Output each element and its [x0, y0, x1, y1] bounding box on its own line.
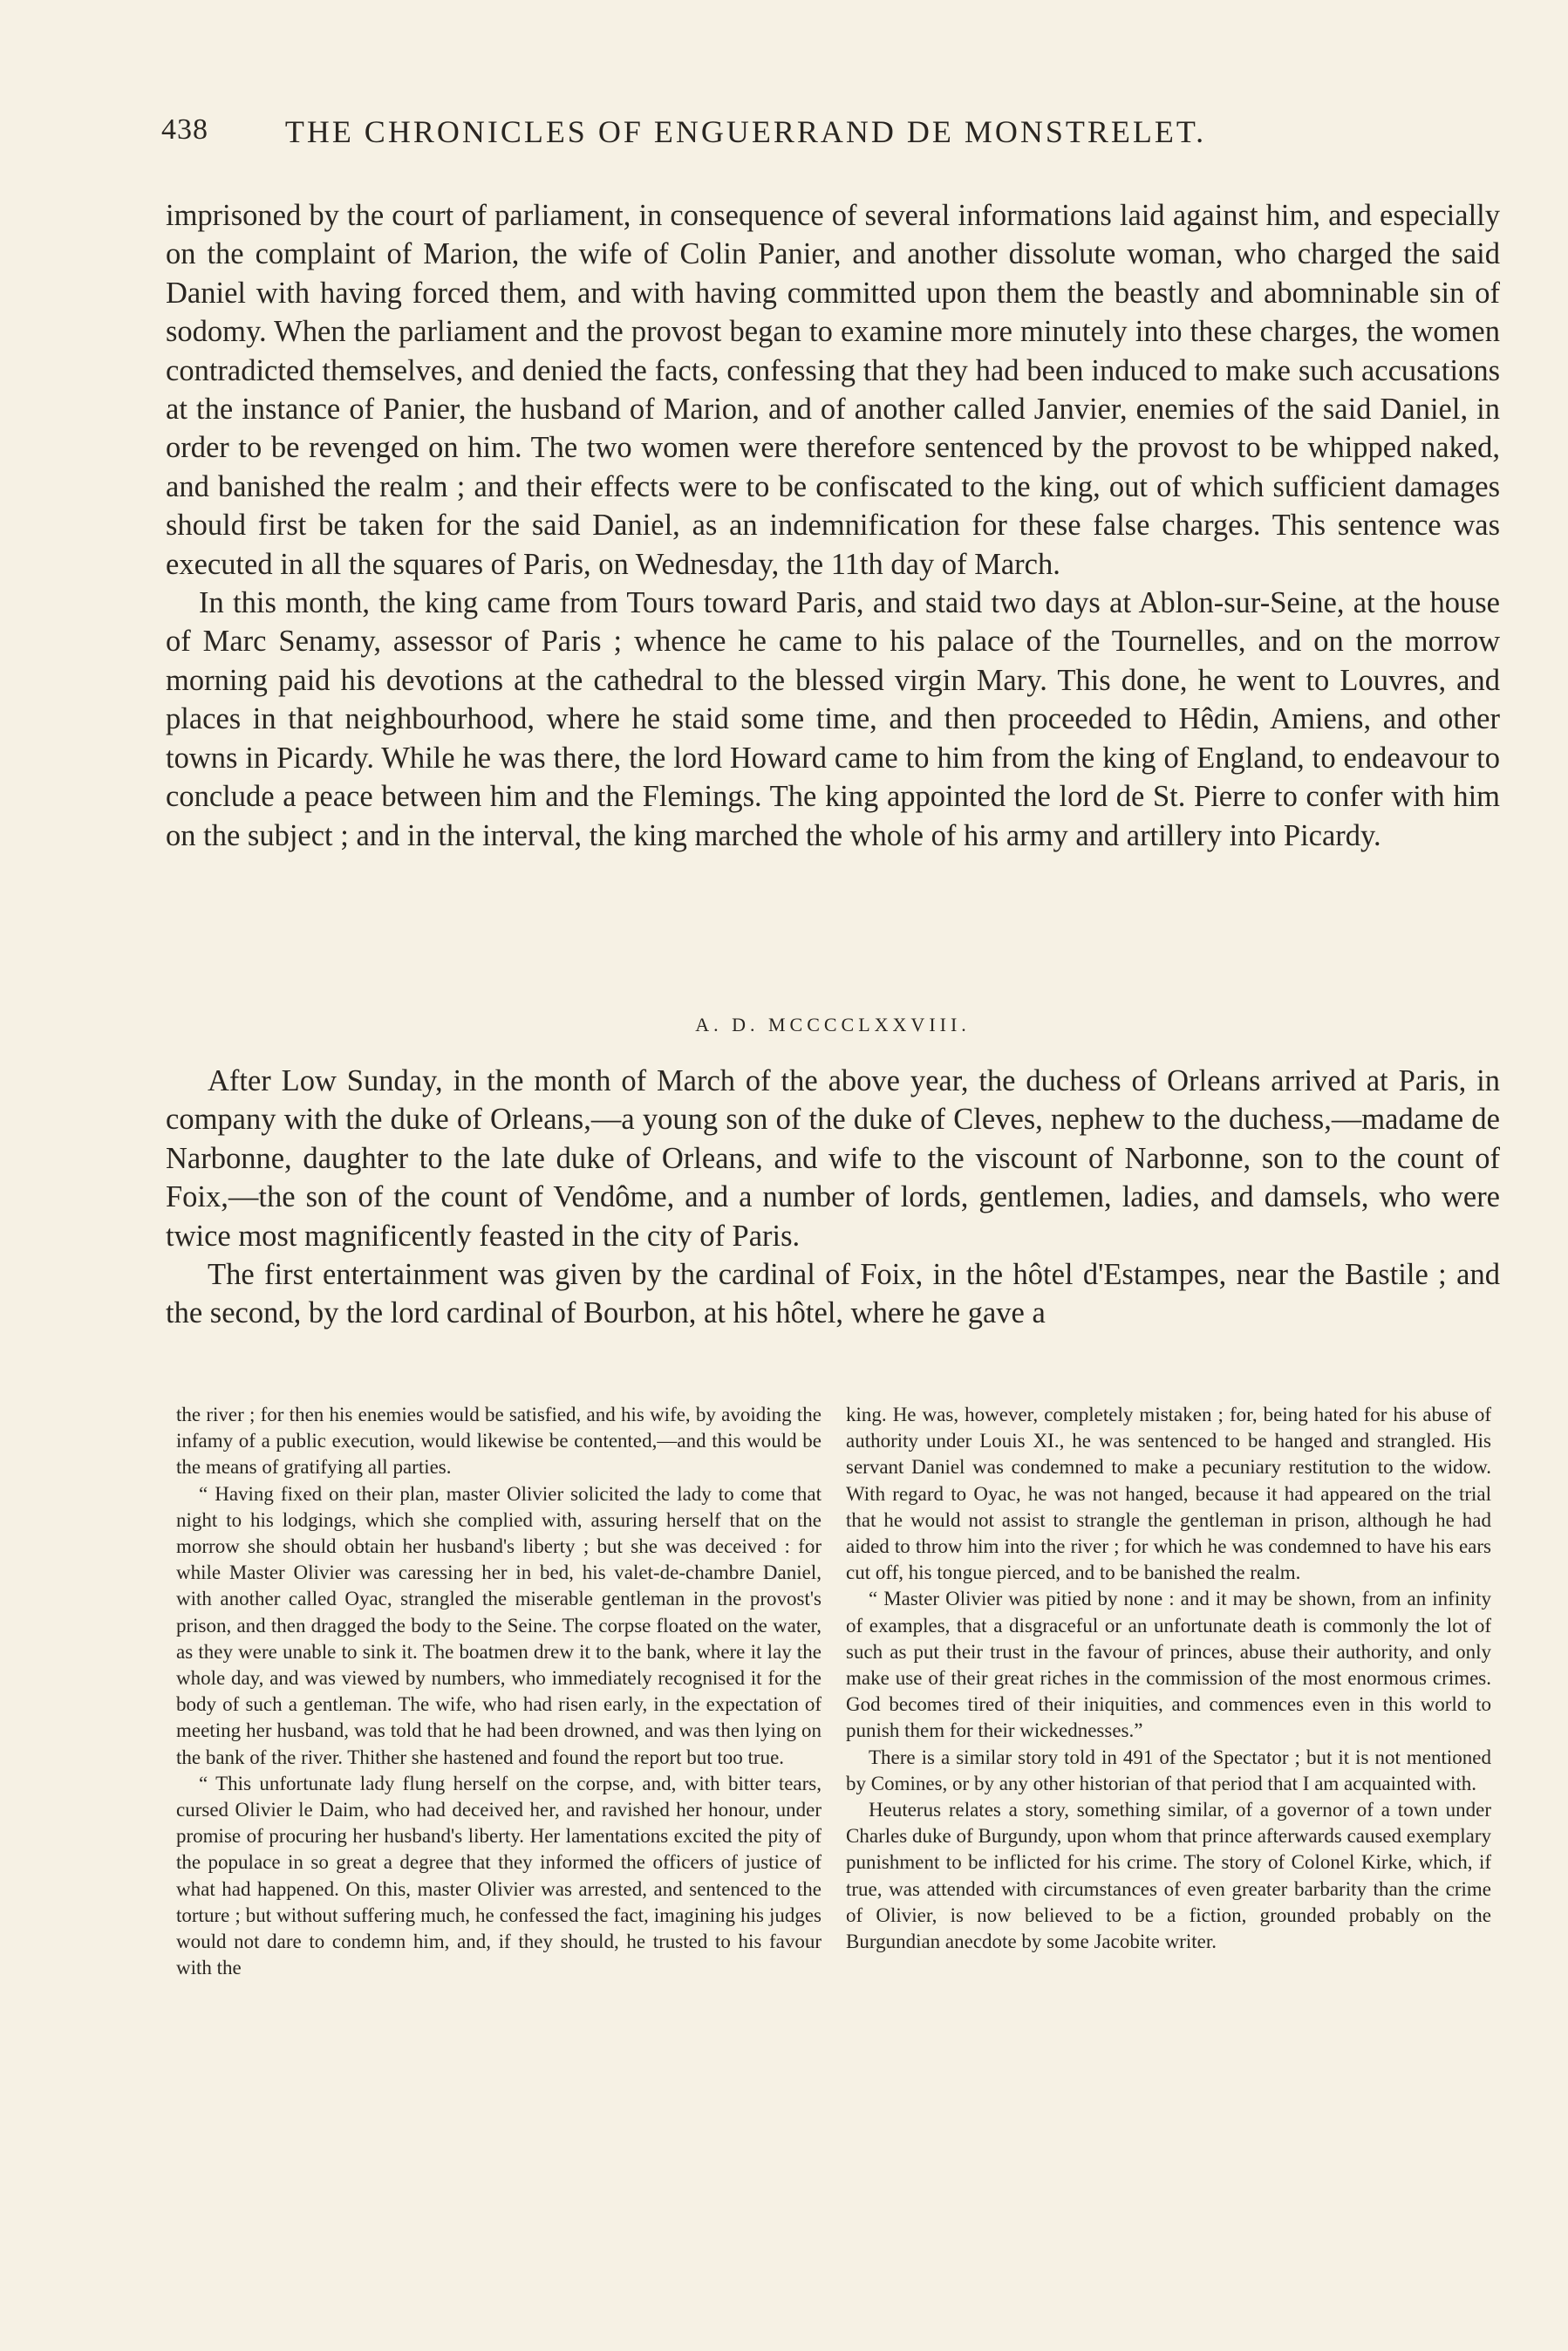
paragraph: After Low Sunday, in the month of March of the above year, the duchess of Orleans arrived at Paris, in company with the duke of Orleans,—a young son of the duke of Cleves, nephew to the duchess,—madame de Narbonne, daughter to the late duke of Orleans, and wife to the viscount of Narbonne, son to the count of Foix,—the son of the count of Vendôme, and a number of lords, gentlemen, ladies, and damsels, who were twice most magnificently feasted in the city of Paris.: [166, 1064, 1500, 1253]
year-section-text: [166, 1062, 1500, 1333]
page-number: 438: [161, 113, 208, 146]
footnote-paragraph: king. He was, however, completely mistaken ; for, being hated for his abuse of authority under Louis XI., he was sentenced to be hanged and strangled. His servant Daniel was condemned to make a pecuniary restitution to the widow. With regard to Oyac, he was not hanged, because it had appeared on the trial that he would not assist to strangle the gentleman in prison, although he had aided to throw him into the river ; for which he was condemned to have his ears cut off, his tongue pierced, and to be banished the realm.: [846, 1404, 1491, 1584]
paragraph: The first entertainment was given by the cardinal of Foix, in the hôtel d'Estampes, near the Bastile ; and the second, by the lord cardinal of Bourbon, at his hôtel, where he gave a: [166, 1258, 1500, 1330]
footnotes-left-column: [176, 1402, 821, 1981]
footnote-paragraph: There is a similar story told in 491 of the Spectator ; but it is not mentioned by Comines, or by any other historian of that period that I am acquainted with.: [846, 1746, 1491, 1794]
footnote-paragraph: Heuterus relates a story, something similar, of a governor of a town under Charles duke of Burgundy, upon whom that prince afterwards caused exemplary punishment to be inflicted for his crime. The story of Colonel Kirke, which, if true, was attended with circumstances of even greater barbarity than the crime of Olivier, is now believed to be a fiction, grounded probably on the Burgundian anecdote by some Jacobite writer.: [846, 1799, 1491, 1953]
main-text: [166, 196, 1500, 855]
footnote-paragraph: “ Master Olivier was pitied by none : and it may be shown, from an infinity of examples, that a disgraceful or an unfortunate death is commonly the lot of such as put their trust in the favour of princes, abuse their authority, and only make use of their great riches in the commission of the most enormous crimes. God becomes tired of their iniquities, and commences even in this world to punish them for their wickednesses.”: [846, 1588, 1491, 1742]
footnotes-right-column: [846, 1402, 1491, 1955]
footnote-paragraph: “ This unfortunate lady flung herself on the corpse, and, with bitter tears, cursed Olivier le Daim, who had deceived her, and ravished her honour, under promise of procuring her husband's liberty. Her lamentations excited the pity of the populace in so great a degree that they informed the officers of justice of what had happened. On this, master Olivier was arrested, and sentenced to the torture ; but without suffering much, he confessed the fact, imagining his judges would not dare to condemn him, and, if they should, he trusted to his favour with the: [176, 1772, 821, 1979]
year-heading: A. D. MCCCCLXXVIII.: [695, 1014, 971, 1035]
paragraph: In this month, the king came from Tours toward Paris, and staid two days at Ablon-sur-Seine, at the house of Marc Senamy, assessor of Paris ; whence he came to his palace of the Tournelles, and on the morrow morning paid his devotions at the cathedral to the blessed virgin Mary. This done, he went to Louvres, and places in that neighbourhood, where he staid some time, and then proceeded to Hêdin, Amiens, and other towns in Picardy. While he was there, the lord Howard came to him from the king of England, to endeavour to conclude a peace between him and the Flemings. The king appointed the lord de St. Pierre to confer with him on the subject ; and in the interval, the king marched the whole of his army and artillery into Picardy.: [166, 586, 1500, 852]
footnote-paragraph: “ Having fixed on their plan, master Olivier solicited the lady to come that night to his lodgings, which she complied with, assuring herself that on the morrow she should obtain her husband's liberty ; but she was deceived : for while Master Olivier was caressing her in bed, his valet-de-chambre Daniel, with another called Oyac, strangled the miserable gentleman in the provost's prison, and then dragged the body to the Seine. The corpse floated on the water, as they were unable to sink it. The boatmen drew it to the bank, where it lay the whole day, and was viewed by numbers, who immediately recognised it for the body of such a gentleman. The wife, who had risen early, in the expectation of meeting her husband, was told that he had been drowned, and was then lying on the bank of the river. Thither she hastened and found the report but too true.: [176, 1482, 821, 1768]
running-title: THE CHRONICLES OF ENGUERRAND DE MONSTRELET.: [284, 114, 1207, 149]
page-header: [161, 113, 1330, 166]
footnote-paragraph: the river ; for then his enemies would be satisfied, and his wife, by avoiding the infamy of a public execution, would likewise be contented,—and this would be the means of gratifying all parties.: [176, 1404, 821, 1479]
paragraph: imprisoned by the court of parliament, in consequence of several informations laid against him, and especially on the complaint of Marion, the wife of Colin Panier, and another dissolute woman, who charged the said Daniel with having forced them, and with having committed upon them the beastly and abomninable sin of sodomy. When the parliament and the provost began to examine more minutely into these charges, the women contradicted themselves, and denied the facts, confessing that they had been induced to make such accusations at the instance of Panier, the husband of Marion, and of another called Janvier, enemies of the said Daniel, in order to be revenged on him. The two women were therefore sentenced by the provost to be whipped naked, and banished the realm ; and their effects were to be confiscated to the king, out of which sufficient damages should first be taken for the said Daniel, as an indemnification for these false charges. This sentence was executed in all the squares of Paris, on Wednesday, the 11th day of March.: [166, 199, 1500, 581]
